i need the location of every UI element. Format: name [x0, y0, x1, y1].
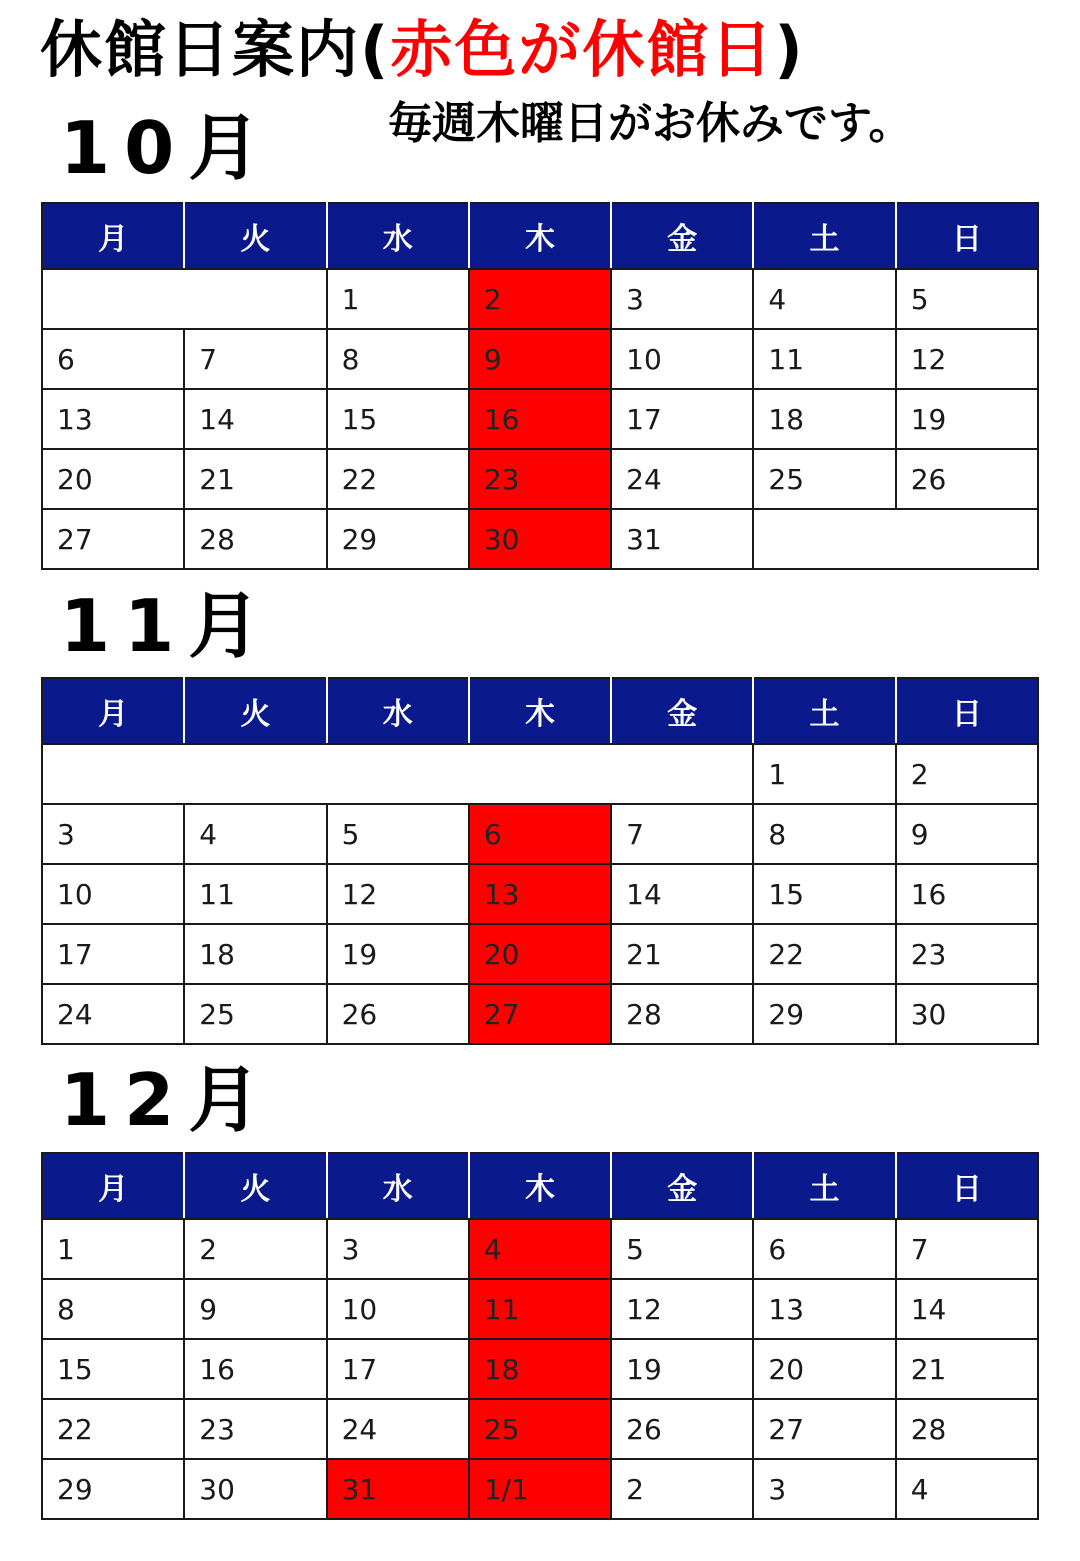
day-cell: 8: [42, 1279, 184, 1339]
closed-day-cell: 1/1: [469, 1459, 611, 1519]
day-cell: 14: [184, 389, 326, 449]
day-cell: 28: [184, 509, 326, 569]
day-cell: 6: [42, 329, 184, 389]
day-cell: 26: [896, 449, 1038, 509]
day-cell: 31: [611, 509, 753, 569]
day-cell: 20: [753, 1339, 895, 1399]
calendar-october: [41, 202, 1039, 570]
day-cell: 27: [753, 1399, 895, 1459]
week-row: [42, 1279, 1038, 1339]
page-title: [40, 8, 805, 92]
day-cell: 18: [184, 924, 326, 984]
day-cell: 25: [753, 449, 895, 509]
week-row: [42, 1339, 1038, 1399]
day-cell: 15: [327, 389, 469, 449]
week-row: [42, 389, 1038, 449]
closed-day-cell: 2: [469, 269, 611, 329]
day-cell: 24: [327, 1399, 469, 1459]
weekday-header-cell: 金: [611, 1153, 753, 1219]
day-cell: 12: [611, 1279, 753, 1339]
closed-day-cell: 18: [469, 1339, 611, 1399]
day-cell: 17: [327, 1339, 469, 1399]
week-row: [42, 744, 1038, 804]
closed-day-cell: 30: [469, 509, 611, 569]
day-cell: 3: [753, 1459, 895, 1519]
day-cell: 3: [611, 269, 753, 329]
weekday-header-cell: 土: [753, 678, 895, 744]
day-cell: 20: [42, 449, 184, 509]
month-label-october: [60, 108, 260, 188]
day-cell: 15: [753, 864, 895, 924]
day-cell: 2: [896, 744, 1038, 804]
day-cell: 7: [896, 1219, 1038, 1279]
month-number: 10: [60, 106, 189, 190]
day-cell: 13: [753, 1279, 895, 1339]
weekday-header-cell: 日: [896, 678, 1038, 744]
empty-day-cell: [753, 509, 1038, 569]
weekday-header-cell: 日: [896, 1153, 1038, 1219]
weekday-header-cell: 木: [469, 1153, 611, 1219]
closed-day-cell: 25: [469, 1399, 611, 1459]
day-cell: 7: [184, 329, 326, 389]
weekday-header-cell: 木: [469, 203, 611, 269]
week-row: [42, 509, 1038, 569]
day-cell: 22: [42, 1399, 184, 1459]
day-cell: 25: [184, 984, 326, 1044]
weekday-header-cell: 月: [42, 678, 184, 744]
day-cell: 10: [611, 329, 753, 389]
day-cell: 9: [184, 1279, 326, 1339]
day-cell: 16: [184, 1339, 326, 1399]
week-row: [42, 329, 1038, 389]
day-cell: 5: [611, 1219, 753, 1279]
day-cell: 3: [42, 804, 184, 864]
month-number: 12: [60, 1058, 189, 1142]
day-cell: 29: [42, 1459, 184, 1519]
day-cell: 8: [753, 804, 895, 864]
weekday-header-cell: 月: [42, 1153, 184, 1219]
day-cell: 2: [611, 1459, 753, 1519]
weekday-header-cell: 土: [753, 1153, 895, 1219]
month-label-december: [60, 1060, 260, 1140]
day-cell: 21: [896, 1339, 1038, 1399]
weekday-header-row: [42, 203, 1038, 269]
month-label-november: [60, 586, 260, 666]
day-cell: 16: [896, 864, 1038, 924]
week-row: [42, 1219, 1038, 1279]
day-cell: 14: [896, 1279, 1038, 1339]
day-cell: 23: [896, 924, 1038, 984]
week-row: [42, 984, 1038, 1044]
calendar-november: [41, 677, 1039, 1045]
closed-day-cell: 20: [469, 924, 611, 984]
title-suffix: ): [774, 13, 805, 86]
day-cell: 22: [327, 449, 469, 509]
day-cell: 14: [611, 864, 753, 924]
day-cell: 23: [184, 1399, 326, 1459]
month-number: 11: [60, 584, 189, 668]
weekday-header-cell: 月: [42, 203, 184, 269]
day-cell: 4: [184, 804, 326, 864]
day-cell: 10: [42, 864, 184, 924]
day-cell: 6: [753, 1219, 895, 1279]
day-cell: 26: [327, 984, 469, 1044]
day-cell: 13: [42, 389, 184, 449]
closed-day-cell: 27: [469, 984, 611, 1044]
day-cell: 24: [42, 984, 184, 1044]
closed-day-cell: 23: [469, 449, 611, 509]
weekday-header-cell: 火: [184, 1153, 326, 1219]
weekday-header-row: [42, 678, 1038, 744]
day-cell: 4: [896, 1459, 1038, 1519]
day-cell: 27: [42, 509, 184, 569]
empty-day-cell: [42, 744, 753, 804]
day-cell: 24: [611, 449, 753, 509]
day-cell: 5: [327, 804, 469, 864]
weekday-header-cell: 水: [327, 1153, 469, 1219]
day-cell: 12: [896, 329, 1038, 389]
title-prefix: 休館日案内(: [40, 13, 391, 86]
day-cell: 17: [611, 389, 753, 449]
day-cell: 29: [327, 509, 469, 569]
day-cell: 19: [896, 389, 1038, 449]
day-cell: 30: [896, 984, 1038, 1044]
day-cell: 1: [42, 1219, 184, 1279]
weekday-header-cell: 火: [184, 678, 326, 744]
closed-day-cell: 11: [469, 1279, 611, 1339]
weekday-header-cell: 金: [611, 678, 753, 744]
day-cell: 1: [753, 744, 895, 804]
day-cell: 29: [753, 984, 895, 1044]
weekday-header-cell: 火: [184, 203, 326, 269]
week-row: [42, 924, 1038, 984]
day-cell: 21: [611, 924, 753, 984]
closed-day-cell: 31: [327, 1459, 469, 1519]
closed-day-cell: 16: [469, 389, 611, 449]
empty-day-cell: [42, 269, 327, 329]
week-row: [42, 1459, 1038, 1519]
day-cell: 11: [753, 329, 895, 389]
day-cell: 19: [611, 1339, 753, 1399]
day-cell: 2: [184, 1219, 326, 1279]
week-row: [42, 1399, 1038, 1459]
title-closed-note: 赤色が休館日: [390, 13, 775, 86]
month-kanji: 月: [188, 584, 261, 668]
day-cell: 22: [753, 924, 895, 984]
day-cell: 26: [611, 1399, 753, 1459]
day-cell: 15: [42, 1339, 184, 1399]
week-row: [42, 269, 1038, 329]
weekday-header-cell: 金: [611, 203, 753, 269]
weekday-header-row: [42, 1153, 1038, 1219]
day-cell: 8: [327, 329, 469, 389]
day-cell: 12: [327, 864, 469, 924]
closed-day-cell: 13: [469, 864, 611, 924]
month-kanji: 月: [188, 106, 261, 190]
week-row: [42, 864, 1038, 924]
closed-day-cell: 9: [469, 329, 611, 389]
calendar-december: [41, 1152, 1039, 1520]
day-cell: 1: [327, 269, 469, 329]
weekday-header-cell: 土: [753, 203, 895, 269]
closed-day-cell: 6: [469, 804, 611, 864]
day-cell: 18: [753, 389, 895, 449]
day-cell: 5: [896, 269, 1038, 329]
day-cell: 30: [184, 1459, 326, 1519]
weekday-header-cell: 水: [327, 203, 469, 269]
weekday-header-cell: 木: [469, 678, 611, 744]
day-cell: 28: [896, 1399, 1038, 1459]
day-cell: 11: [184, 864, 326, 924]
day-cell: 28: [611, 984, 753, 1044]
month-kanji: 月: [188, 1058, 261, 1142]
week-row: [42, 804, 1038, 864]
closed-day-cell: 4: [469, 1219, 611, 1279]
day-cell: 17: [42, 924, 184, 984]
day-cell: 7: [611, 804, 753, 864]
weekday-header-cell: 日: [896, 203, 1038, 269]
weekly-closure-note: 毎週木曜日がお休みです。: [388, 98, 913, 149]
day-cell: 4: [753, 269, 895, 329]
weekday-header-cell: 水: [327, 678, 469, 744]
day-cell: 9: [896, 804, 1038, 864]
week-row: [42, 449, 1038, 509]
day-cell: 3: [327, 1219, 469, 1279]
day-cell: 21: [184, 449, 326, 509]
day-cell: 10: [327, 1279, 469, 1339]
day-cell: 19: [327, 924, 469, 984]
